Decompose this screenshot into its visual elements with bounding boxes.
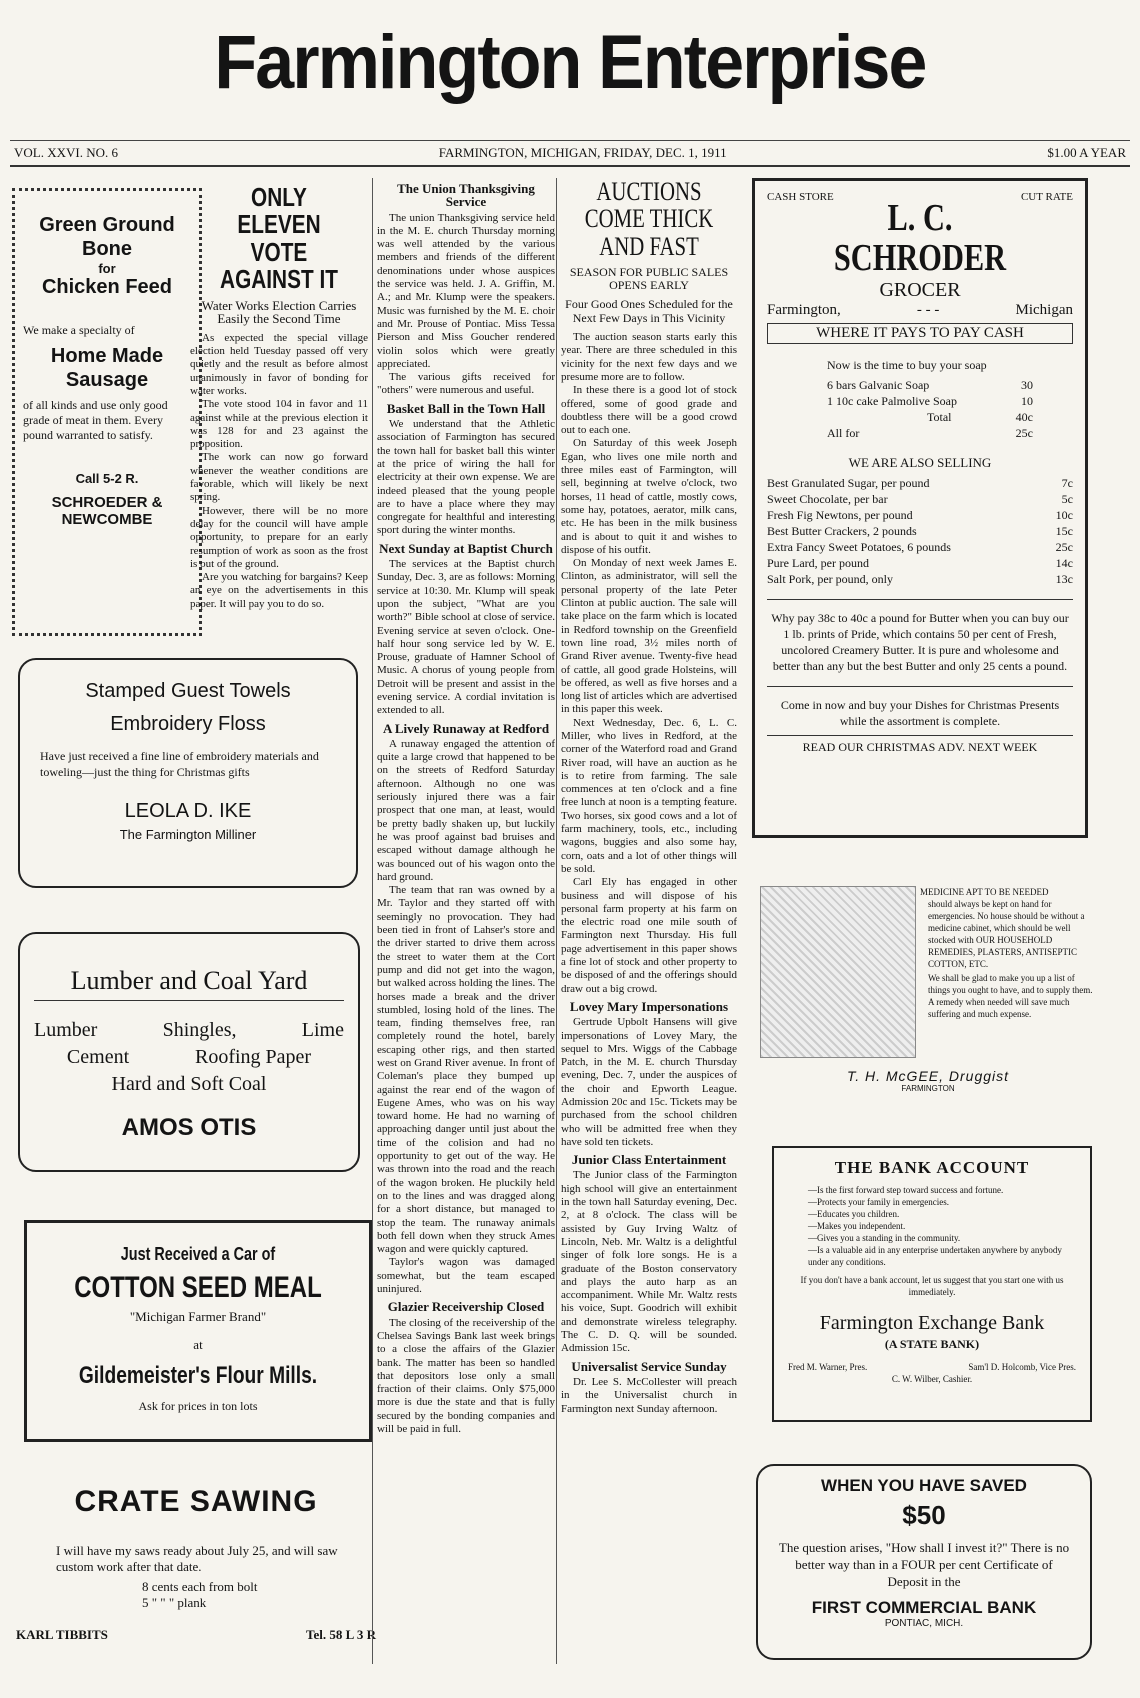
subscription-price: $1.00 A YEAR	[1047, 145, 1126, 160]
ad-bank-title: THE BANK ACCOUNT	[834, 1158, 1030, 1177]
ad-towels-line2: Embroidery Floss	[110, 713, 266, 735]
ad-schroder-name: L. C. SCHRODER	[833, 197, 1007, 279]
ad-schroder-slogan: WHERE IT PAYS TO PAY CASH	[767, 323, 1073, 344]
ad-lumber-l2b: Roofing Paper	[194, 1046, 312, 1068]
ad-bank-account	[772, 1146, 1092, 1422]
ad-when-you-have-saved	[756, 1464, 1092, 1660]
ad-bank-note: If you don't have a bank account, let us suggest that you start one with us immediately.	[800, 1275, 1064, 1297]
price-item: Salt Pork, per pound, only	[767, 571, 893, 586]
article-auctions-para: Carl Ely has engaged in other business and will dispose of his personal farm property at his farm on the electric road one mile south of Farmington next Thursday. His full page advertisement in this paper shows a fine lot of stock and other property to be disposed of and the offerings should draw out a big crowd.	[561, 876, 737, 995]
price-value: 10c	[1055, 507, 1073, 522]
ad-bone-call: Call 5-2 R.	[75, 471, 139, 486]
article-baptist-headline: Next Sunday at Baptist Church	[379, 540, 553, 556]
article-thanks-headline: The Union Thanksgiving Service	[397, 181, 535, 210]
article-runaway-para: Taylor's wagon was damaged somewhat, but the team escaped uninjured.	[377, 1256, 555, 1296]
ad-mcgee-name: T. H. McGEE, Druggist	[846, 1068, 1010, 1084]
ad-schroder-xmas: READ OUR CHRISTMAS ADV. NEXT WEEK	[767, 735, 1073, 755]
ad-towels-sub: The Farmington Milliner	[119, 827, 257, 842]
article-baptist-para: The services at the Baptist church Sunday, Dec. 3, are as follows: Morning service at 10:30. Mr. Klump will speak upon the subject, "What are you worth?" Bible school at close of service. Evening service at seven o'clock. One-half hour song service led by W. E. Prouse, graduate of Hamner School of Music. A chorus of young people from Detroit will be present and assist in the evening service. A cordial invitation is extended to all.	[377, 558, 555, 717]
article-eleven-para: The work can now go forward whenever the weather conditions are favorable, which will likely be next spring.	[190, 451, 368, 504]
ad-bone-title2: Home Made Sausage	[50, 345, 164, 391]
ad-crate-title: CRATE SAWING	[74, 1485, 318, 1518]
ad-bank-officer: Fred M. Warner, Pres.	[788, 1362, 868, 1372]
ad-mcgee-town: FARMINGTON	[901, 1084, 955, 1093]
price-item: Best Butter Crackers, 2 pounds	[767, 523, 917, 538]
ad-schroder-selling-head: WE ARE ALSO SELLING	[848, 454, 992, 470]
price-value: 14c	[1055, 555, 1073, 570]
ad-mcgee-body: should always be kept on hand for emergencies. No house should be without a medicine cabinet, which should be well stocked with OUR HOUSEHOLD REMEDIES, PLASTERS, ANTISEPTIC COTTON, ETC.	[928, 899, 1085, 969]
place-date: FARMINGTON, MICHIGAN, FRIDAY, DEC. 1, 1911	[438, 145, 727, 160]
article-auctions-headline: AUCTIONS COME THICK AND FAST	[584, 178, 714, 261]
ad-mcgee-head: MEDICINE APT TO BE NEEDED	[920, 887, 1049, 897]
price-item: Pure Lard, per pound	[767, 555, 869, 570]
ad-schroder-state: Michigan	[1015, 301, 1073, 318]
article-runaway-para: The team that ran was owned by a Mr. Taylor and they started off with seemingly no provocation. They had been tied in front of Lahser's store and the driver started to drive them across the street to water them at the Cort pump and did not get into the wagon, but walked across holding the lines. The horses made a break and the driver stumbled, losing hold of the lines. The team, finding themselves free, ran completely round the hotel, barely escaping other rigs, and then started west on Grand River avenue. In front of Coleman's place they bumped up against the rear end of the wagon of Eugene Ames, who was on his way toward home. He had no warning of approaching danger until just about the time of the colision and had no opportunity to get out of the way. He was thrown into the road and the reach of the wagon broken. He pluckily held on to the lines and was dragged along for a short distance, but managed to stop the team. The runaway animals both fell down when they struck Ames wagon and were quickly captured.	[377, 884, 555, 1256]
dateline	[10, 140, 1130, 167]
article-eleven-para: As expected the special village election held Tuesday passed off very quietly and the result as before almost unanimously in favor of bonding for water works.	[190, 331, 368, 397]
ad-green-ground-bone	[12, 188, 202, 636]
ad-lumber-title: Lumber and Coal Yard	[34, 966, 344, 1001]
price-value: 13c	[1055, 571, 1073, 586]
ad-schroder-grocer-label: GROCER	[879, 278, 961, 301]
ad-bone-for: for	[98, 261, 116, 276]
soap-price: 40c	[1015, 409, 1033, 424]
ad-bank-kind: (A STATE BANK)	[884, 1337, 980, 1351]
ad-lumber-coal	[18, 932, 360, 1172]
bank-point: —Gives you a standing in the community.	[808, 1233, 961, 1243]
article-eleven-para: However, there will be no more delay for the council will have ample opportunity, to prepare for an early resumption of work as soon as the frost is out of the ground.	[190, 504, 368, 570]
ad-lumber-l2a: Cement	[66, 1046, 130, 1068]
article-auctions-sub2: Four Good Ones Scheduled for the Next Few Days in This Vicinity	[565, 297, 733, 325]
article-lovey-headline: Lovey Mary Impersonations	[569, 998, 729, 1014]
bank-point: —Is a valuable aid in any enterprise undertaken anywhere by anybody under any conditions.	[808, 1245, 1062, 1267]
article-auctions-sub1: SEASON FOR PUBLIC SALES OPENS EARLY	[569, 264, 729, 293]
column-4	[556, 178, 737, 1664]
ad-schroder-town: Farmington,	[767, 301, 841, 318]
price-value: 7c	[1061, 475, 1073, 490]
ad-schroder-butter: Why pay 38c to 40c a pound for Butter when you can buy our 1 lb. prints of Pride, which contains 50 per cent of Fresh, uncolored Creamery Butter. It is pure and wholesome and better than any but the best Butter and only 25 cents a pound.	[767, 599, 1073, 674]
article-junior-headline: Junior Class Entertainment	[571, 1152, 727, 1168]
bank-point: —Educates you children.	[808, 1209, 900, 1219]
article-only-eleven	[190, 184, 368, 634]
bank-point: —Makes you independent.	[808, 1221, 906, 1231]
article-eleven-headline: ONLY ELEVEN VOTE AGAINST IT	[220, 184, 338, 294]
ad-saved-l1: WHEN YOU HAVE SAVED	[821, 1476, 1027, 1495]
bank-point: —Protects your family in emergencies.	[808, 1197, 950, 1207]
medicine-cabinet-illustration	[760, 886, 916, 1058]
ad-lumber-l1a: Lumber	[34, 1019, 98, 1041]
masthead-title: Farmington Enterprise	[214, 20, 926, 105]
volume-number: VOL. XXVI. NO. 6	[14, 145, 118, 160]
soap-price: 10	[1021, 393, 1033, 408]
article-auctions-para: In these there is a good lot of stock offered, some of good grade and doubtless there will be a good crowd out to each one.	[561, 384, 737, 437]
article-eleven-para: The vote stood 104 in favor and 11 against while at the previous election it was 128 for and 23 against the proposition.	[190, 398, 368, 451]
article-universalist-para: Dr. Lee S. McCollester will preach in the Universalist church in Farmington next Sunday afternoon.	[561, 1375, 737, 1415]
ad-schroder-cut: CUT RATE	[1020, 191, 1073, 203]
ad-lumber-l1b: Shingles,	[162, 1019, 237, 1041]
ad-mcgee-druggist	[760, 886, 1096, 1096]
ad-lumber-l1c: Lime	[301, 1019, 344, 1041]
ad-cotton-l4: at	[193, 1337, 203, 1353]
ad-schroder-dashes: - - -	[916, 301, 940, 318]
ad-cotton-l2: COTTON SEED MEAL	[74, 1270, 322, 1304]
ad-crate-body: I will have my saws ready about July 25, and will saw custom work after that date.	[56, 1543, 338, 1574]
ad-bank-officer: Sam'l D. Holcomb, Vice Pres.	[968, 1362, 1076, 1372]
ad-schroder-grocer	[752, 178, 1088, 838]
soap-item: 1 10c cake Palmolive Soap	[827, 393, 957, 408]
article-glazier-headline: Glazier Receivership Closed	[387, 1299, 545, 1315]
ad-cotton-l3: "Michigan Farmer Brand"	[129, 1309, 267, 1325]
article-eleven-para: Are you watching for bargains? Keep an eye on the advertisements in this paper. It will pay you to do so.	[190, 571, 368, 610]
ad-saved-l2: $50	[902, 1500, 946, 1530]
ad-towels-name: LEOLA D. IKE	[124, 800, 252, 822]
article-lovey-para: Gertrude Upbolt Hansens will give impersonations of Lovey Mary, the sequel to Mrs. Wiggs of the Cabbage Patch, in the M. E. church Thursday evening, Dec. 7, under the auspices of the choir and Epworth League. Admission 20c and 15c. Tickets may be purchased from the school children who will be admitted free when they have sold ten tickets.	[561, 1016, 737, 1148]
price-value: 15c	[1055, 523, 1073, 538]
ad-lumber-name: AMOS OTIS	[121, 1114, 257, 1141]
article-thanks-para: The various gifts received for "others" were numerous and useful.	[377, 371, 555, 397]
ad-saved-town: PONTIAC, MICH.	[884, 1618, 964, 1629]
ad-bank-officer: C. W. Wilber, Cashier.	[891, 1374, 973, 1384]
price-item: Best Granulated Sugar, per pound	[767, 475, 930, 490]
ad-towels-line1: Stamped Guest Towels	[85, 680, 291, 702]
ad-bone-subtitle: Chicken Feed	[41, 276, 173, 298]
ad-crate-p2: 5 " " " plank	[142, 1595, 207, 1610]
ad-crate-tel: Tel. 58 L 3 R	[306, 1627, 376, 1642]
article-basket-para: We understand that the Athletic association of Farmington has secured the town hall for basket ball this winter at the price of wiring the hall for electricity at their own expense. We are indeed pleased that the young people are to have a place where they may congregate for healthful and interesting sport during the winter months.	[377, 418, 555, 537]
article-thanks-para: The union Thanksgiving service held in the M. E. church Thursday morning was well attended by the various members and friends of the different denominations under whose auspices the service was held. J. A. Griffin, M. A.; and Mr. Klump were the speakers. Music was furnished by the M. E. choir and Mr. Prouse of Pontiac. Miss Tessa Pierson and Miss Goucher rendered violin solos which were greatly appreciated.	[377, 211, 555, 370]
ad-cotton-l6: Ask for prices in ton lots	[138, 1398, 258, 1413]
soap-item: 6 bars Galvanic Soap	[827, 377, 930, 392]
article-universalist-headline: Universalist Service Sunday	[571, 1358, 727, 1374]
ad-towels-body: Have just received a fine line of embroidery materials and toweling—just the thing for Christmas gifts	[40, 749, 319, 779]
article-auctions-para: Next Wednesday, Dec. 6, L. C. Miller, who lives in Redford, at the corner of the Waterford road and Grand River road, will have an auction as he is to retire from farming. The sale commences at ten o'clock and a fine free lunch at noon is a tempting feature. Two horses, six good cows and a lot of farm machinery, tools, etc., including wagons, buggies and also some hay, corn, oats and a lot of other things will be sold.	[561, 716, 737, 875]
ad-bone-body1: We make a specialty of	[23, 323, 135, 337]
ad-cotton-l5: Gildemeister's Flour Mills.	[78, 1362, 318, 1390]
ad-crate-sawing	[16, 1485, 376, 1685]
article-eleven-sub: Water Works Election Carries Easily the Second Time	[201, 298, 357, 327]
ad-schroder-cash: CASH STORE	[767, 191, 834, 203]
article-auctions-para: On Saturday of this week Joseph Egan, who lives one mile north and three miles east of Farmington, will sell, beginning at twelve o'clock, two horses, 11 head of cattle, mostly cows, some hay, potatoes, aerator, milk cans, etc. He has been in the milk business and is about to quit it and wishes to dispose of his outfit.	[561, 437, 737, 556]
column-3	[372, 178, 555, 1664]
price-item: Sweet Chocolate, per bar	[767, 491, 888, 506]
ad-bone-body2: of all kinds and use only good grade of meat in them. Every pound warranted to satisfy.	[23, 398, 168, 442]
ad-bone-names: SCHROEDER & NEWCOMBE	[51, 494, 163, 528]
ad-bone-title: Green Ground Bone	[39, 214, 175, 260]
soap-price: 30	[1021, 377, 1033, 392]
article-runaway-para: A runaway engaged the attention of quite a large crowd that happened to be on the streets of Redford Saturday afternoon. Although no one was seriously injured there was a fair prospect that one man, at least, would be pretty badly shaken up, but luckily he was proof against bad bruises and escaped without damage although he was bounced out of his wagon onto the hard ground.	[377, 737, 555, 883]
ad-cotton-l1: Just Received a Car of	[120, 1244, 276, 1264]
price-item: Fresh Fig Newtons, per pound	[767, 507, 913, 522]
price-item: Extra Fancy Sweet Potatoes, 6 pounds	[767, 539, 951, 554]
ad-saved-name: FIRST COMMERCIAL BANK	[811, 1598, 1037, 1617]
ad-bank-name: Farmington Exchange Bank	[819, 1312, 1045, 1334]
ad-lumber-l3: Hard and Soft Coal	[111, 1073, 267, 1095]
ad-schroder-soap-head: Now is the time to buy your soap	[827, 357, 987, 372]
bank-point: —Is the first forward step toward success and fortune.	[808, 1185, 1004, 1195]
ad-crate-p1: 8 cents each from bolt	[142, 1579, 258, 1594]
ad-cotton-seed-meal	[24, 1220, 372, 1442]
ad-saved-body: The question arises, "How shall I invest it?" There is no better way than in a FOUR per cent Certificate of Deposit in the	[778, 1540, 1070, 1589]
article-runaway-headline: A Lively Runaway at Redford	[382, 720, 550, 736]
soap-item: Total	[927, 409, 952, 424]
article-glazier-para: The closing of the receivership of the Chelsea Savings Bank last week brings to a close the affairs of the Glazier bank. The matter has been so handled that depositors lose only a small fraction of their claims. Only $75,000 more is due the state and that is fully secured by the bonding companies and will be paid in full.	[377, 1316, 555, 1436]
article-auctions-para: On Monday of next week James E. Clinton, as administrator, will sell the personal property of the late Peter Clinton at public auction. The sale will take place on the farm which is located in Redford township on the Greenfield town line road, 3½ miles north of Grand River avenue. Twenty-five head of cattle, all good grade Holsteins, will be offered, as well as five horses and a long list of articles which are advertised in this paper this week.	[561, 557, 737, 716]
article-basket-headline: Basket Ball in the Town Hall	[386, 400, 546, 416]
price-value: 5c	[1061, 491, 1073, 506]
ad-mcgee-body2: We shall be glad to make you up a list of things you ought to have, and to supply them. A remedy when needed will save much suffering and much expense.	[928, 973, 1093, 1019]
soap-item: All for	[827, 425, 860, 440]
price-value: 25c	[1055, 539, 1073, 554]
ad-stamped-towels	[18, 658, 358, 888]
soap-price: 25c	[1015, 425, 1033, 440]
article-junior-para: The Junior class of the Farmington high school will give an entertainment in the town hall Saturday evening, Dec. 2, at 8 o'clock. The class will be assisted by Guy Irving Waltz of Lincoln, Neb. Mr. Waltz is a delightful singer of folk lore songs. He is a graduate of the Boston conservatory and plays the auto harp as an accompaniment. While Mr. Waltz rests his voice, Supt. Goodrich will exhibit and demonstrate wireless telegraphy. The C. D. Q. will be sounded. Admission 15c.	[561, 1169, 737, 1355]
ad-schroder-dishes: Come in now and buy your Dishes for Christmas Presents while the assortment is complete.	[767, 686, 1073, 729]
article-auctions-para: The auction season starts early this year. There are three scheduled in this vicinity for the next few days and we presume more are to follow.	[561, 331, 737, 383]
ad-crate-name: KARL TIBBITS	[16, 1627, 108, 1642]
